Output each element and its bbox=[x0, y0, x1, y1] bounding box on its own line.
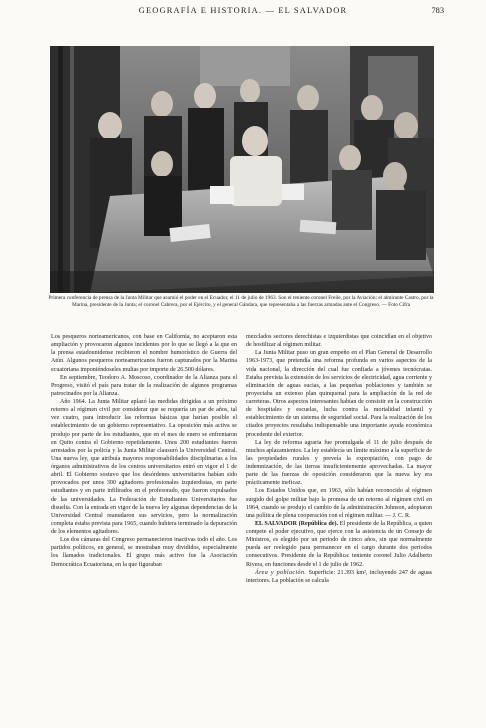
paragraph: La Junta Militar puso un gran empeño en el Plan General de Desarrollo 1963-1973, que pretendía una reforma profunda en varios aspectos de la vida nacional, la dirección del cual fue confiada a jóvenes tecnócratas. Estaba prevista la extensión de los servicios de electricidad, agua corriente y eliminación de aguas sucias, a las pequeñas poblaciones y también se proyectaba un extenso plan quinquenal para la ampliación de la red de carreteras. Otros aspectos interesantes habían de consistir en la construcción de hospitales y escuelas, lucha contra la mortalidad infantil y establecimiento de un sistema de seguridad social. Para la realización de los citados proyectos resultaba indispensable una importante ayuda económica procedente del exterior. bbox=[246, 350, 432, 438]
section-intro: El presidente de la República, a quien compete el poder ejecutivo, que ejerce con la asistencia de un Consejo de Ministros, es elegido por un periodo de cinco años, sin que normalmente pueda ser reelegido para permanecer en el cargo durante dos periodos consecutivos. Presidente de la República: teniente coronel Julio Adalberto Rivera, en funciones desde el 1 de julio de 1962. bbox=[246, 520, 433, 568]
paragraph: La ley de reforma agraria fue promulgada el 11 de julio después de muchos aplazamientos. La ley establecía un límite máximo a la superficie de las propiedades rurales y preveía la expropiación, con pago de indemnización, de las tierras insuficientemente aprovechadas. La mayor parte de las fuerzas de oposición consideraron que la nueva ley era prácticamente ineficaz. bbox=[246, 439, 432, 487]
paragraph: Los pesqueros norteamericanos, con base en California, no aceptaron esta ampliación y provocaron algunos incidentes por lo que se llegó a la que en la prensa estadounidense recibieron el nombre humorístico de Guerra del Atún. Algunos pesqueros norteamericanos fueron capturados por la Marina ecuatoriana imponiéndoseles multas por importe de 26.500 dólares. bbox=[51, 334, 237, 373]
paragraph: En septiembre, Teodoro A. Moscoso, coordinador de la Alianza para el Progreso, visitó el país para tratar de la realización de algunos programas patrocinados por la Alianza. bbox=[51, 374, 237, 397]
photo-caption: Primera conferencia de prensa de la Junta Militar que asumió el poder en el Ecuador, el 11 de julio de 1963. Son el teniente coronel Freile, por la Aviación; el almirante Castro, por la Marina, presidente de la Junta; el coronel Cabrera, por el Ejército, y el general Gándara, que representaba a las fuerzas armadas ante el Congreso. — Foto Cifra bbox=[48, 295, 434, 309]
paragraph: mezclados sectores derechistas e izquierdistas que coincidían en el objetivo de hostilizar al régimen militar. bbox=[246, 334, 432, 349]
paragraph: Los dos cámaras del Congreso permanecieron inactivas todo el año. Los partidos políticos, en general, se mostraban muy divididos, especialmente los llamados tradicionales. El grupo más activo fue la Asociación Democrática Ecuatoriana, en la que figuraban bbox=[51, 537, 237, 568]
subsection-title: Área y población. bbox=[255, 569, 307, 576]
left-column bbox=[51, 333, 237, 569]
press-conference-photo bbox=[50, 46, 434, 293]
page-number: 783 bbox=[431, 6, 444, 15]
photo-illustration bbox=[50, 46, 434, 293]
section-paragraph bbox=[246, 520, 432, 569]
running-title: GEOGRAFÍA E HISTORIA. — EL SALVADOR bbox=[138, 6, 348, 15]
subsection-text: Superficie: 21.393 km², incluyendo 247 de aguas interiores. La población se calcula bbox=[246, 569, 433, 584]
paragraph: Los Estados Unidos que, en 1963, sólo habían reconocido al régimen surgido del golpe militar bajo la promesa de un retorno al régimen civil en 1964, cuando se produjo el cambio de la administración Johnson, adoptaron una política de plena cooperación con el régimen militar. — J. C. R. bbox=[246, 488, 432, 519]
paragraph: Año 1964. La Junta Militar aplazó las medidas dirigidas a un próximo retorno al régimen civil por considerar que se requería un par de años, tal vez cuatro, para introducir las reformas básicas que harían posible el establecimiento de un gobierno representativo. La oposición más activa se produjo por parte de los estudiantes, que en el mes de enero se enfrentaron en Quito contra el Gobierno repetidamente. Unos 200 estudiantes fueron arrestados por la policía y la Junta Militar clausuró la Universidad Central. Una nueva ley, que atribuía mayores responsabilidades disciplinarias a los órganos administrativos de los centros universitarios entró en vigor el 1 de abril. El Gobierno sostuvo que los desórdenes universitarios habían sido provocados por unos 300 agitadores profesionales izquierdistas, en parte estudiantes y en parte infiltrados en el profesorado, que fueron expulsados de las universidades. La Federación de Estudiantes Universitarios fue disuelta. Con la entrada en vigor de la nueva ley algunas dependencias de la Universidad Central reanudaron sus servicios, pero la normalización completa estaba prevista para 1965, cuando hubiera terminado la depuración de los elementos agitadores. bbox=[51, 399, 237, 535]
subsection-paragraph bbox=[246, 569, 432, 585]
running-header bbox=[52, 6, 444, 20]
section-title: EL SALVADOR (República de). bbox=[255, 520, 339, 527]
right-column bbox=[246, 333, 432, 585]
